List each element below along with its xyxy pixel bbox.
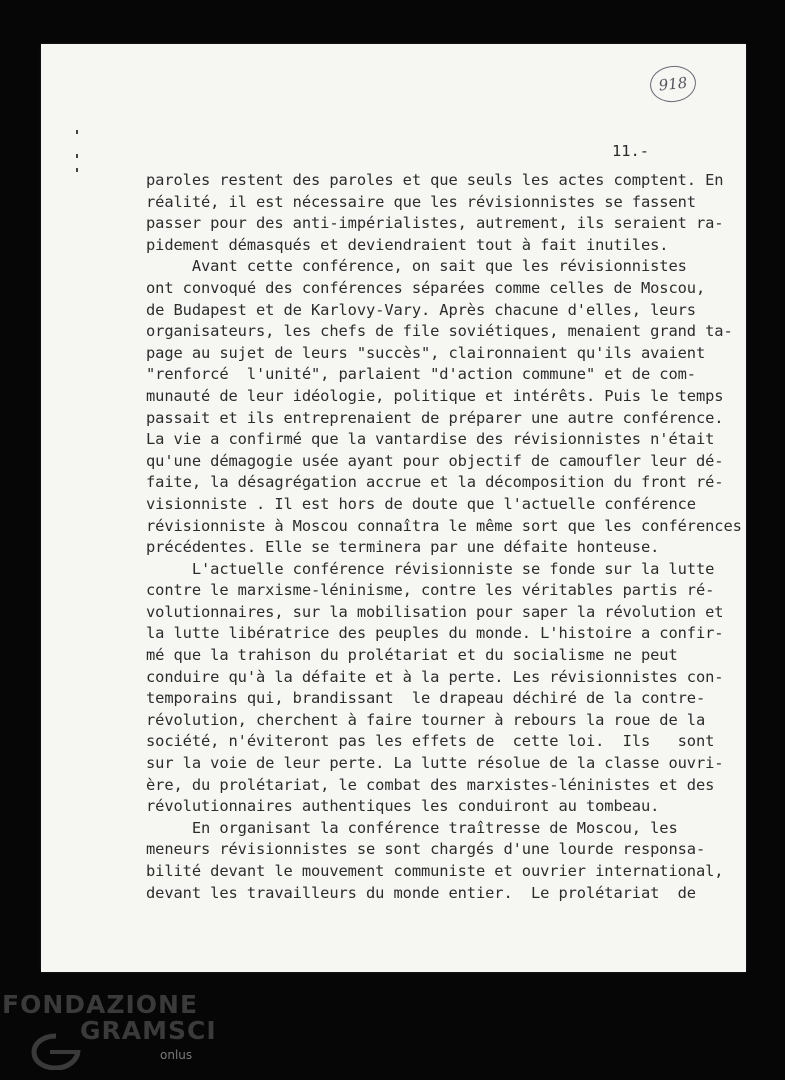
text-line: munauté de leur idéologie, politique et intérêts. Puis le temps: [146, 386, 724, 405]
text-line: précédentes. Elle se terminera par une défaite honteuse.: [146, 538, 660, 557]
text-line: La vie a confirmé que la vantardise des révisionnistes n'était: [146, 430, 715, 449]
text-line: page au sujet de leurs "succès", claironnaient qu'ils avaient: [146, 343, 706, 362]
text-line: "renforcé l'unité", parlaient "d'action commune" et de com-: [146, 365, 696, 384]
gramsci-logo-icon: [30, 1030, 82, 1070]
text-line: contre le marxisme-léninisme, contre les véritables partis ré-: [146, 581, 715, 600]
text-line: passer pour des anti-impérialistes, autrement, ils seraient ra-: [146, 214, 724, 233]
text-line: la lutte libératrice des peuples du monde. L'histoire a confir-: [146, 624, 724, 643]
text-line: conduire qu'à la défaite et à la perte. Les révisionnistes con-: [146, 667, 724, 686]
text-line: paroles restent des paroles et que seuls les actes comptent. En: [146, 171, 724, 189]
text-line: bilité devant le mouvement communiste et ouvrier international,: [146, 862, 724, 880]
text-line: temporains qui, brandissant le drapeau déchiré de la contre-: [146, 689, 706, 708]
text-line: réalité, il est nécessaire que les révisionnistes se fassent: [146, 192, 696, 211]
text-line: visionniste . Il est hors de doute que l'actuelle conférence: [146, 494, 696, 513]
text-line: ont convoqué des conférences séparées comme celles de Moscou,: [146, 278, 706, 297]
watermark-subtitle: GRAMSCI: [80, 1016, 217, 1045]
text-line: qu'une démagogie usée ayant pour objectif de camoufler leur dé-: [146, 451, 724, 470]
watermark-title: FONDAZIONE: [2, 990, 199, 1019]
text-line: pidement démasqués et deviendraient tout à fait inutiles.: [146, 235, 669, 254]
text-line: faite, la désagrégation accrue et la décomposition du front ré-: [146, 473, 724, 492]
text-line: révolutionnaires authentiques les conduiront au tombeau.: [146, 797, 660, 816]
archive-number-stamp: 918: [648, 64, 698, 105]
text-line: mé que la trahison du prolétariat et du socialisme ne peut: [146, 646, 678, 665]
text-line: organisateurs, les chefs de file soviétiques, menaient grand ta-: [146, 322, 733, 341]
text-line: Avant cette conférence, on sait que les révisionnistes: [146, 257, 687, 276]
text-line: L'actuelle conférence révisionniste se fonde sur la lutte: [146, 559, 715, 578]
text-line: sur la voie de leur perte. La lutte résolue de la classe ouvri-: [146, 754, 724, 773]
page-number: 11.-: [612, 142, 650, 160]
text-line: meneurs révisionnistes se sont chargés d'une lourde responsa-: [146, 840, 706, 859]
text-line: ère, du prolétariat, le combat des marxistes-léninistes et des: [146, 775, 715, 794]
text-line: En organisant la conférence traîtresse de Moscou, les: [146, 818, 678, 837]
text-line: volutionnaires, sur la mobilisation pour saper la révolution et: [146, 602, 724, 621]
margin-marks: [76, 130, 80, 176]
watermark-onlus: onlus: [160, 1048, 193, 1062]
text-line: révisionniste à Moscou connaîtra le même sort que les conférences: [146, 516, 742, 535]
text-line: passait et ils entreprenaient de préparer une autre conférence.: [146, 408, 724, 427]
body-text: [146, 170, 742, 904]
text-line: de Budapest et de Karlovy-Vary. Après chacune d'elles, leurs: [146, 300, 696, 319]
text-line: société, n'éviteront pas les effets de cette loi. Ils sont: [146, 732, 715, 751]
text-line: devant les travailleurs du monde entier. Le prolétariat de: [146, 883, 696, 902]
text-line: révolution, cherchent à faire tourner à rebours la roue de la: [146, 710, 706, 729]
